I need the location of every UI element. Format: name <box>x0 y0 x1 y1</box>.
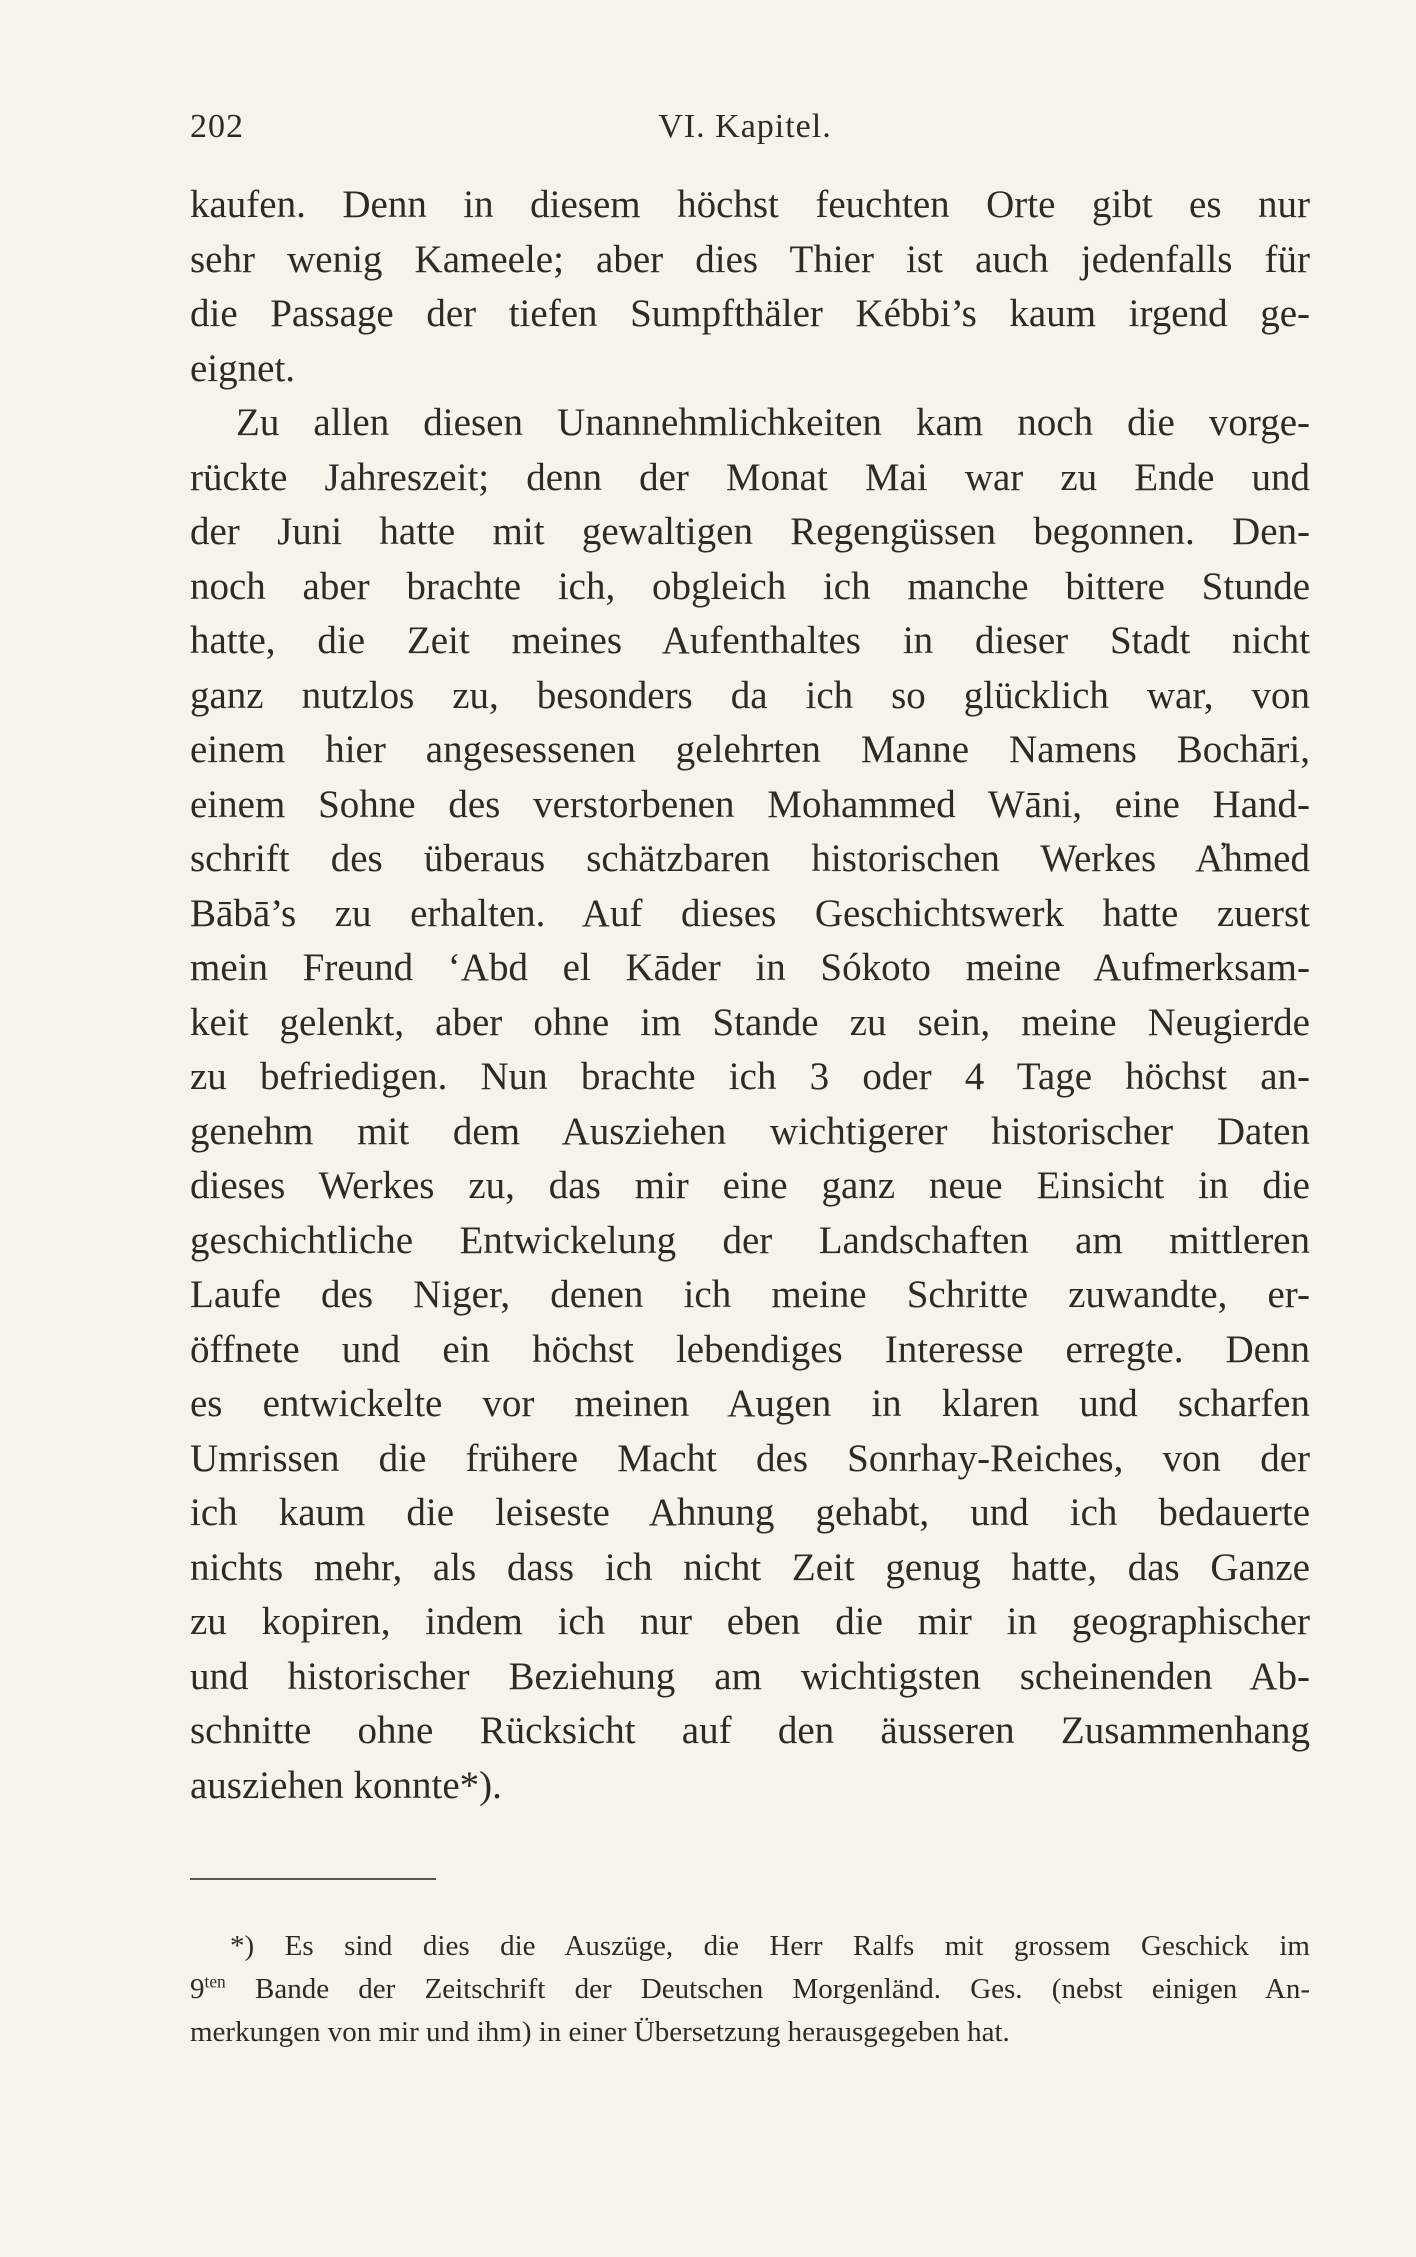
text-line: schrift des überaus schätzbaren historischen Werkes A̓hmed <box>190 837 1310 880</box>
text-line: Zu allen diesen Unannehmlichkeiten kam noch die vorge- <box>236 401 1310 444</box>
text-line: zu kopiren, indem ich nur eben die mir in geographischer <box>190 1600 1310 1643</box>
text-line: rückte Jahreszeit; denn der Monat Mai war zu Ende und <box>190 455 1310 499</box>
footnote-line <box>190 1968 1310 2011</box>
text-line: ich kaum die leiseste Ahnung gehabt, und ich bedauerte <box>190 1491 1310 1534</box>
text-line: ganz nutzlos zu, besonders da ich so glücklich war, von <box>190 673 1310 717</box>
text-line: geschichtliche Entwickelung der Landschaften am mittleren <box>190 1218 1310 1262</box>
footnote-line: *) Es sind dies die Auszüge, die Herr Ralfs mit grossem Geschick im <box>230 1930 1310 1962</box>
text-line: Umrissen die frühere Macht des Sonrhay-Reiches, von der <box>190 1436 1310 1480</box>
page-number: 202 <box>190 108 244 145</box>
footnote-line-rest: Bande der Zeitschrift der Deutschen Morgenländ. Ges. (nebst einigen An- <box>225 1973 1310 2005</box>
text-line: noch aber brachte ich, obgleich ich manche bittere Stunde <box>190 564 1310 608</box>
text-line: mein Freund ‘Abd el Kāder in Sókoto meine Aufmerksam- <box>190 946 1310 989</box>
text-line: öffnete und ein höchst lebendiges Interesse erregte. Denn <box>190 1327 1310 1371</box>
text-line: eignet. <box>190 346 296 390</box>
text-line: Bābā’s zu erhalten. Auf dieses Geschichtswerk hatte zuerst <box>190 891 1310 935</box>
page-header <box>190 108 1300 154</box>
text-line: es entwickelte vor meinen Augen in klaren und scharfen <box>190 1382 1310 1425</box>
footnote-line: merkungen von mir und ihm) in einer Übersetzung herausgegeben hat. <box>190 2016 1010 2048</box>
text-line: sehr wenig Kameele; aber dies Thier ist auch jedenfalls für <box>190 237 1310 281</box>
footnote-divider <box>190 1878 436 1880</box>
running-head: VI. Kapitel. <box>658 108 832 145</box>
footnote-ordinal-suffix: ten <box>204 1971 226 1992</box>
text-line: einem Sohne des verstorbenen Mohammed Wāni, eine Hand- <box>190 782 1310 826</box>
text-line: dieses Werkes zu, das mir eine ganz neue Einsicht in die <box>190 1164 1310 1207</box>
text-line: und historischer Beziehung am wichtigsten scheinenden Ab- <box>190 1654 1310 1698</box>
text-line: genehm mit dem Ausziehen wichtigerer historischer Daten <box>190 1109 1310 1153</box>
text-line: hatte, die Zeit meines Aufenthaltes in dieser Stadt nicht <box>190 619 1310 662</box>
footnote-volume-number: 9 <box>190 1973 205 2005</box>
text-line: der Juni hatte mit gewaltigen Regengüssen begonnen. Den- <box>190 510 1310 553</box>
text-line: schnitte ohne Rücksicht auf den äusseren Zusammenhang <box>190 1709 1310 1752</box>
text-line: keit gelenkt, aber ohne im Stande zu sein, meine Neugierde <box>190 1000 1310 1044</box>
text-line: ausziehen konnte*). <box>190 1763 502 1807</box>
text-line: Laufe des Niger, denen ich meine Schritte zuwandte, er- <box>190 1273 1310 1316</box>
text-line: die Passage der tiefen Sumpfthäler Kébbi’s kaum irgend ge- <box>190 292 1310 335</box>
footnote <box>190 1925 1310 2054</box>
text-line: kaufen. Denn in diesem höchst feuchten Orte gibt es nur <box>190 183 1310 226</box>
text-line: zu befriedigen. Nun brachte ich 3 oder 4 Tage höchst an- <box>190 1055 1310 1098</box>
main-text <box>190 178 1310 1813</box>
text-line: einem hier angesessenen gelehrten Manne Namens Bochāri, <box>190 728 1310 771</box>
text-line: nichts mehr, als dass ich nicht Zeit genug hatte, das Ganze <box>190 1545 1310 1589</box>
